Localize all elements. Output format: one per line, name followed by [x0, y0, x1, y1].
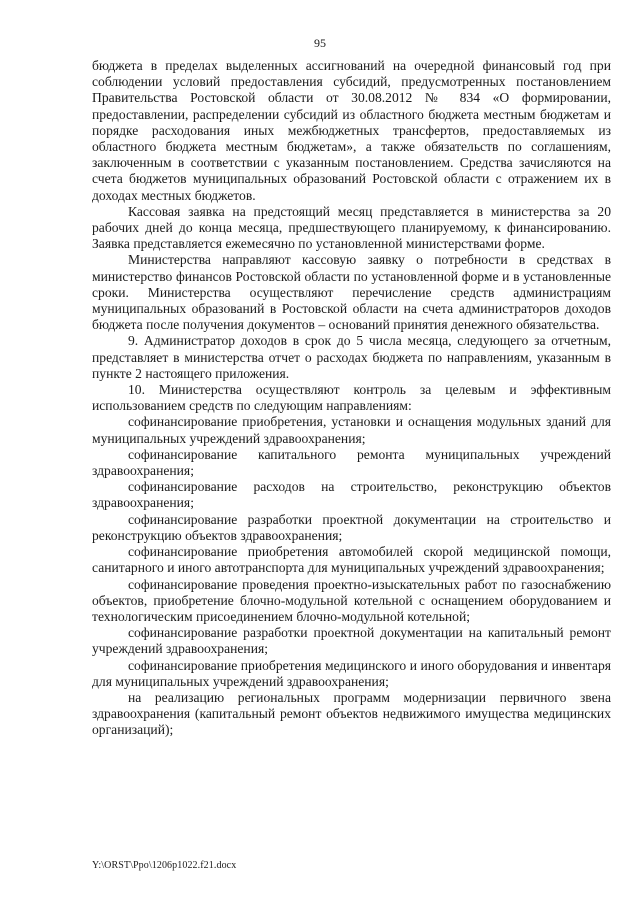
paragraph: софинансирование проведения проектно-изыскательных работ по газоснабжению объектов, приобретение блочно-модульной котельной с оснащением оборудованием и технологическим присоединением блочно-модульной котельной; [92, 576, 611, 624]
page-number: 95 [314, 36, 326, 50]
paragraph: бюджета в пределах выделенных ассигнований на очередной финансовый год при соблюдении условий предоставления субсидий, предусмотренных постановлением Правительства Ростовской области от 30.08.2012 № 834 «О формировании, предоставлении, распределении субсидий из областного бюджета местным бюджетам и порядке расходования иных межбюджетных трансфертов, предоставляемых из областного бюджета местным бюджетам», а также обязательств по соглашениям, заключенным в соответствии с указанным постановлением. Средства зачисляются на счета бюджетов муниципальных образований Ростовской области с отражением их в доходах местных бюджетов. [92, 58, 611, 203]
paragraph: софинансирование приобретения автомобилей скорой медицинской помощи, санитарного и иного автотранспорта для муниципальных учреждений здравоохранения; [92, 544, 611, 576]
paragraph: софинансирование разработки проектной документации на строительство и реконструкцию объектов здравоохранения; [92, 511, 611, 543]
paragraph: софинансирование капитального ремонта муниципальных учреждений здравоохранения; [92, 446, 611, 479]
paragraph: Министерства направляют кассовую заявку о потребности в средствах в министерство финансов Ростовской области по установленной форме и в установленные сроки. Министерства осуществляют перечисление средств администрациям муниципальных образований в Ростовской области на счета администраторов доходов бюджета после получения документов – оснований принятия денежного обязательства. [92, 252, 611, 333]
paragraph: софинансирование приобретения, установки и оснащения модульных зданий для муниципальных учреждений здравоохранения; [92, 414, 611, 446]
document-body [92, 58, 611, 739]
paragraph: на реализацию региональных программ модернизации первичного звена здравоохранения (капитальный ремонт объектов недвижимого имущества медицинских организаций); [92, 689, 611, 738]
file-path-footer: Y:\ORST\Ppo\1206p1022.f21.docx [92, 860, 237, 871]
paragraph: 10. Министерства осуществляют контроль за целевым и эффективным использованием средств по следующим направлениям: [92, 382, 611, 414]
paragraph: софинансирование расходов на строительство, реконструкцию объектов здравоохранения; [92, 479, 611, 511]
paragraph: софинансирование приобретения медицинского и иного оборудования и инвентаря для муниципальных учреждений здравоохранения; [92, 657, 611, 689]
paragraph: 9. Администратор доходов в срок до 5 числа месяца, следующего за отчетным, представляет в министерства отчет о расходах бюджета по направлениям, указанным в пункте 2 настоящего приложения. [92, 333, 611, 381]
paragraph: Кассовая заявка на предстоящий месяц представляется в министерства за 20 рабочих дней до конца месяца, предшествующего планируемому, к финансированию. Заявка представляется ежемесячно по установленной министерствами форме. [92, 203, 611, 252]
paragraph: софинансирование разработки проектной документации на капитальный ремонт учреждений здравоохранения; [92, 625, 611, 657]
